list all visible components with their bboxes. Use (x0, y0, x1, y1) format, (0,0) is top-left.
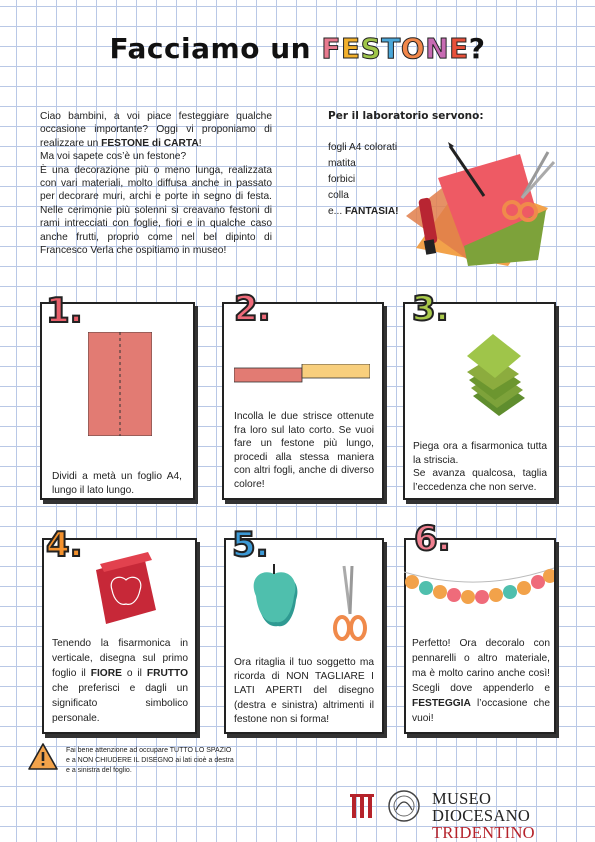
page-title (0, 32, 595, 65)
title-prefix: Facciamo un (109, 32, 322, 65)
glued-strips-illustration (234, 364, 370, 388)
title-letter: O (400, 32, 426, 65)
title-letter: E (340, 32, 361, 65)
materials-list (328, 140, 399, 220)
step-6-box (404, 538, 556, 734)
intro-paragraph-3: È una decorazione più o meno lunga, realizzata con vari materiali, molto diffusa anche in passato per decorare muri, archi e porte in segno di festa. Nelle cerimonie più solenni si creavano festoni di rami intrecciati con foglie, fiori e in qualche caso anche frutti, proprio come nel bel dipinto di Francesco Verla che ospitiamo in museo! (40, 164, 272, 257)
step-6-number: 6. (414, 519, 451, 559)
step-2-box (222, 302, 384, 500)
step-4-number: 4. (46, 525, 83, 565)
step-4-box (42, 538, 197, 734)
title-letter: E (449, 32, 469, 65)
step-3-box (403, 302, 556, 500)
museum-logo (350, 784, 580, 842)
fiore-label: FIORE (90, 668, 122, 679)
warning-text: Fai bene attenzione ad occupare TUTTO LO SPAZIO e a NON CHIUDERE IL DISEGNO ai lati cioè a destra e a sinistra del foglio. (66, 747, 234, 774)
frutto-label: FRUTTO (146, 668, 188, 679)
step-2-number: 2. (234, 289, 271, 329)
materials-title: Per il laboratorio servono: (328, 110, 484, 122)
step-5-number: 5. (232, 525, 269, 565)
step-6-text: Perfetto! Ora decoralo con pennarelli o altro materiale, ma è molto carino anche così! Scegli dove appenderlo e FESTEGGIA l’occasione che vuoi! (412, 638, 550, 724)
a4-sheet-illustration (88, 332, 152, 436)
festeggia-label: FESTEGGIA (412, 698, 471, 709)
supplies-illustration (398, 138, 558, 268)
materials-item: fogli A4 colorati (328, 142, 398, 153)
intro-paragraph-2: Ma voi sapete cos’è un festone? (40, 151, 187, 163)
step-1-text: Dividi a metà un foglio A4, lungo il lato lungo. (52, 471, 182, 496)
materials-item: forbici (328, 174, 356, 185)
title-letter: F (321, 32, 341, 65)
intro-paragraph-1: Ciao bambini, a voi piace festeggiare qualche occasione importante? Oggi vi proponiamo di realizzare un FESTONE di CARTA! (40, 111, 272, 149)
museum-emblem (350, 788, 428, 824)
scissors-icon (335, 566, 365, 639)
title-suffix: ? (468, 32, 486, 65)
step-1-box (40, 302, 195, 500)
museum-name-line1: MUSEO DIOCESANO (432, 789, 531, 825)
intro-text (40, 110, 272, 257)
materials-item-fantasia: e... FANTASIA! (328, 206, 399, 217)
step-1-number: 1. (46, 291, 83, 331)
step-3-number: 3. (412, 289, 449, 329)
materials-item: colla (328, 190, 349, 201)
warning-icon (28, 742, 58, 772)
garland-illustration (404, 560, 554, 630)
museum-name-line2: TRIDENTINO (432, 823, 535, 842)
step-5-text: Ora ritaglia il tuo soggetto ma ricorda di NON TAGLIARE I LATI APERTI del disegno (destra e sinistra) altrimenti il festone non si forma! (234, 657, 374, 725)
step-5-box (224, 538, 384, 734)
drawn-apple-illustration (86, 552, 162, 628)
title-letter: N (425, 32, 450, 65)
step-2-text: Incolla le due strisce ottenute fra loro sul lato corto. Se vuoi fare un festone più lungo, procedi alla stessa maniera con altri fogli, anche di diverso colore! (234, 411, 374, 490)
step-4-text: Tenendo la fisarmonica in verticale, disegna sul primo foglio il FIORE o il FRUTTO che preferisci e dagli un significato simbolico personale. (52, 638, 188, 724)
materials-item: matita (328, 158, 356, 169)
title-festone (321, 32, 468, 65)
cut-apple-illustration (250, 562, 376, 652)
title-letter: T (381, 32, 401, 65)
title-letter: S (360, 32, 382, 65)
step-3-text: Piega ora a fisarmonica tutta la striscia. Se avanza qualcosa, taglia l’eccedenza che non serve. (413, 441, 547, 493)
intro-highlight: FESTONE di CARTA (101, 137, 199, 149)
accordion-fold-illustration (459, 326, 539, 426)
museum-name (432, 790, 580, 841)
